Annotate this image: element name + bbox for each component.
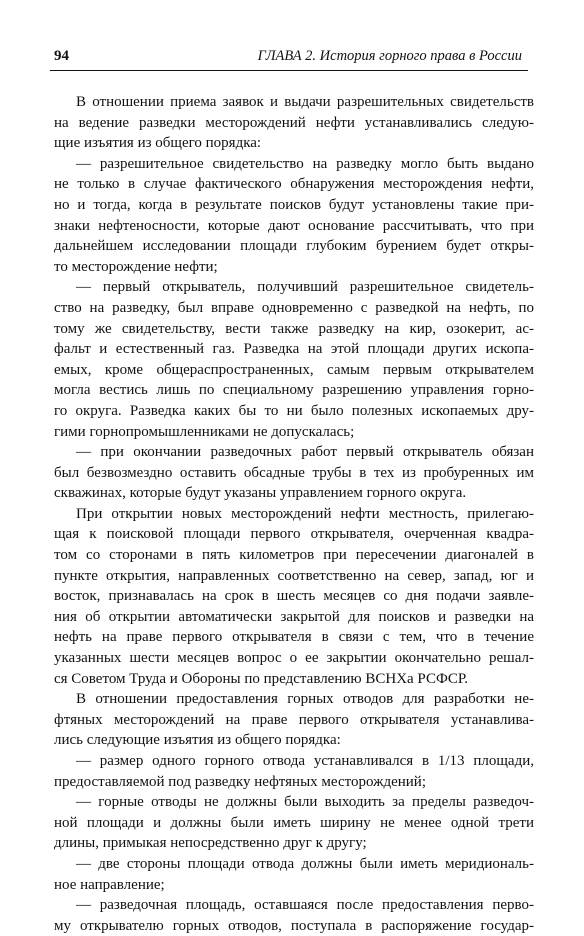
text-line: В отношении приема заявок и выдачи разрешительных свидетельств [76, 94, 534, 110]
text-line: емых, кроме общераспространенных, самым первым открывателем [54, 361, 534, 378]
text-line: — размер одного горного отвода устанавливался в 1/13 площади, [76, 753, 534, 769]
text-line: скважинах, которые будут указаны управлением горного округа. [54, 485, 467, 502]
body-text [54, 92, 534, 936]
text-line: щие изъятия из общего порядка: [54, 135, 262, 152]
text-line: фальт и естественный газ. Разведка на этой площади других ископа- [54, 341, 534, 358]
text-line: на ведение разведки месторождений нефти устанавливались следую- [54, 114, 534, 131]
text-line: лись следующие изъятия из общего порядка: [54, 732, 341, 749]
chapter-title: ГЛАВА 2. История горного права в России [257, 48, 522, 64]
text-line: гими горнопромышленниками не допускалась; [54, 423, 355, 440]
text-line: пункте открытия, направленных соответственно на север, запад, юг и [54, 567, 534, 584]
page-number: 94 [54, 48, 69, 64]
text-line: — первый открыватель, получивший разрешительное свидетель- [76, 279, 534, 296]
text-line: восток, признавалась на срок в шесть месяцев со дня подачи заявле- [54, 588, 534, 605]
text-line: но и тогда, когда в результате поисков будут установлены такие при- [54, 196, 534, 213]
text-line: знаки нефтеносности, которые дают основание рассчитывать, что при [54, 217, 534, 234]
text-line: щая к поисковой площади первого открывателя, очерченная квадра- [54, 526, 534, 543]
text-line: При открытии новых месторождений нефти местность, прилегаю- [76, 505, 534, 522]
text-line: ное направление; [54, 876, 165, 893]
text-line: В отношении предоставления горных отводов для разработки не- [76, 691, 534, 708]
text-line: — две стороны площади отвода должны были иметь меридиональ- [76, 855, 534, 872]
text-line: — при окончании разведочных работ первый открыватель обязан [76, 444, 534, 461]
text-line: был безвозмездно оставить обсадные трубы в тех из пробуренных им [54, 464, 534, 481]
text-line: ся Советом Труда и Обороны по представлению ВСНХа РСФСР. [54, 670, 469, 687]
text-line: том со сторонами в пять километров при пересечении диагоналей в [54, 547, 534, 564]
text-line: тому же свидетельству, вести также разведку на кир, озокерит, ас- [54, 320, 534, 337]
text-line: ния об открытии автоматически закрытой для поисков и разведки на [54, 608, 534, 625]
text-line: могла вестись лишь по специальному разрешению управления горно- [54, 382, 534, 399]
text-line: длины, примыкая непосредственно друг к другу; [54, 835, 367, 852]
text-line: фтяных месторождений на праве первого открывателя устанавлива- [54, 711, 534, 728]
text-line: му открывателю горных отводов, поступала в распоряжение государ- [54, 917, 534, 934]
running-header [50, 46, 528, 71]
text-line: предоставляемой под разведку нефтяных месторождений; [54, 773, 426, 790]
text-line: го округа. Разведка каких бы то ни было полезных ископаемых дру- [54, 402, 534, 419]
text-line: ство на разведку, был вправе одновременно с разведкой на нефть, по [54, 299, 534, 316]
text-line: нефть на праве первого открывателя в связи с тем, что в течение [54, 629, 534, 646]
text-line: — разведочная площадь, оставшаяся после предоставления перво- [76, 897, 534, 914]
text-line: дальнейшем исследовании площади глубоким бурением будет откры- [54, 238, 534, 255]
text-line: указанных шести месяцев вопрос о ее закрытии окончательно решал- [54, 650, 534, 667]
text-line: то месторождение нефти; [54, 258, 218, 275]
text-line: — горные отводы не должны были выходить за пределы разведоч- [76, 794, 534, 811]
text-line: ной площади и должны были иметь ширину не менее одной трети [54, 814, 534, 831]
text-line: — разрешительное свидетельство на разведку могло быть выдано [76, 155, 534, 172]
text-line: не только в случае фактического обнаружения месторождения нефти, [54, 176, 534, 193]
